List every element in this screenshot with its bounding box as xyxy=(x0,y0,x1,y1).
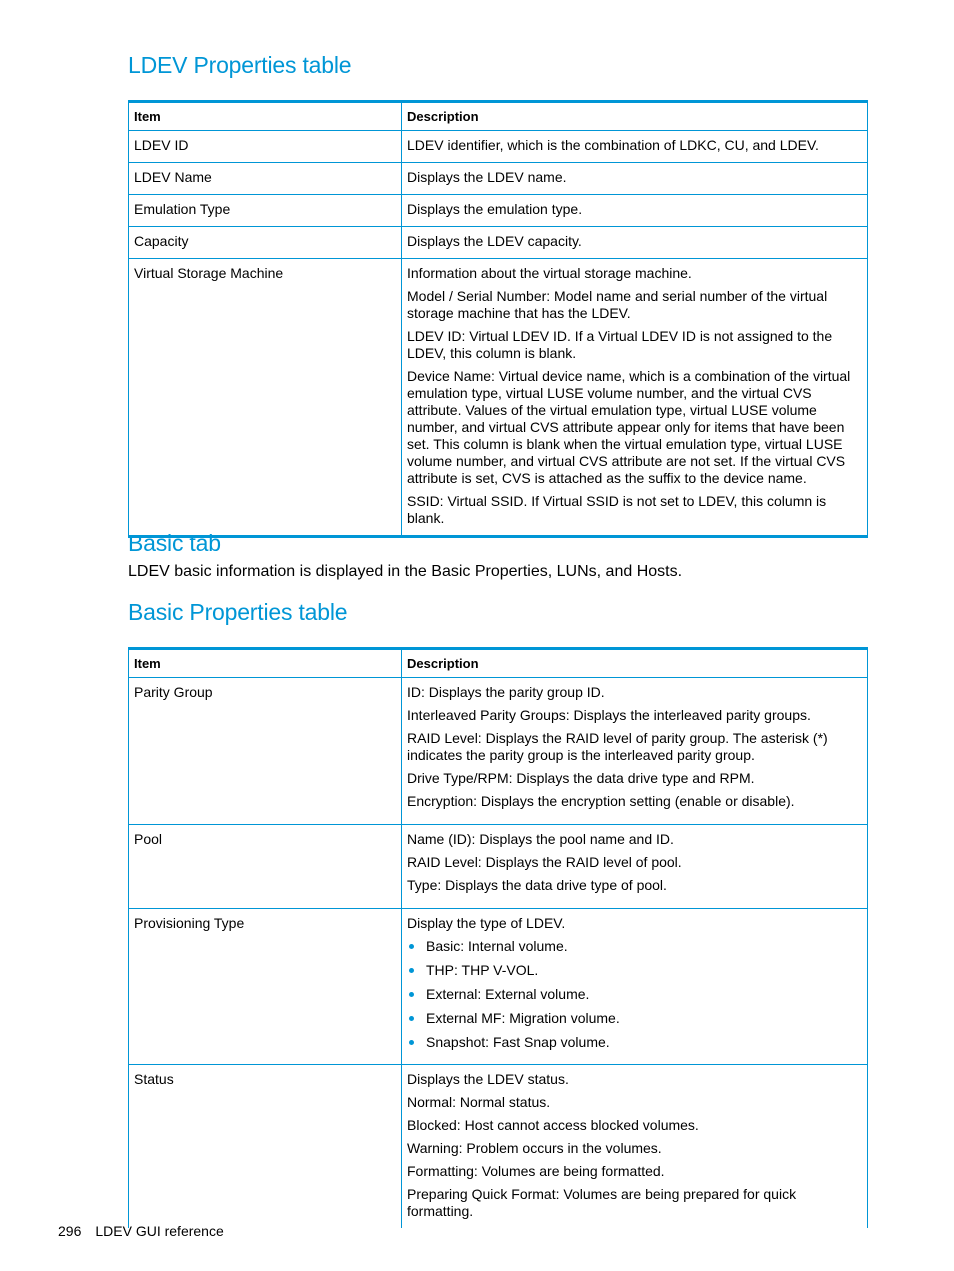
table-row xyxy=(129,227,868,259)
item-cell: Capacity xyxy=(129,227,402,259)
description-cell xyxy=(402,131,868,163)
section-heading-basic-properties: Basic Properties table xyxy=(128,599,348,625)
bullet-icon xyxy=(409,992,414,997)
table-row xyxy=(129,825,868,909)
bullet-icon xyxy=(409,968,414,973)
description-text: Drive Type/RPM: Displays the data drive type and RPM. xyxy=(407,770,755,786)
column-header-item: Item xyxy=(129,102,402,131)
page-number: 296 xyxy=(58,1223,82,1239)
description-text: Encryption: Displays the encryption setting (enable or disable). xyxy=(407,793,795,809)
table-row xyxy=(129,678,868,825)
description-text: RAID Level: Displays the RAID level of pool. xyxy=(407,854,682,870)
item-cell: Provisioning Type xyxy=(129,909,402,1065)
description-text: Information about the virtual storage machine. xyxy=(407,265,692,281)
bullet-icon xyxy=(409,944,414,949)
basic-properties-table xyxy=(128,647,868,1228)
description-cell xyxy=(402,195,868,227)
description-text: Preparing Quick Format: Volumes are being prepared for quick formatting. xyxy=(407,1186,797,1219)
section-heading-basic-tab: Basic tab xyxy=(128,530,221,556)
description-text: SSID: Virtual SSID. If Virtual SSID is not set to LDEV, this column is blank. xyxy=(407,493,827,526)
description-text: LDEV identifier, which is the combination of LDKC, CU, and LDEV. xyxy=(407,137,819,153)
list-item xyxy=(407,1010,862,1027)
table-row xyxy=(129,163,868,195)
chapter-title: LDEV GUI reference xyxy=(95,1223,224,1239)
description-cell xyxy=(402,825,868,909)
description-text: Display the type of LDEV. xyxy=(407,915,566,931)
table-row xyxy=(129,259,868,537)
table-row xyxy=(129,131,868,163)
description-text: Displays the LDEV name. xyxy=(407,169,567,185)
list-item xyxy=(407,938,862,955)
bullet-icon xyxy=(409,1040,414,1045)
description-text: Device Name: Virtual device name, which is a combination of the virtual emulation type, virtual LUSE volume number, and the virtual CVS attribute. Values of the virtual emulation type, virtual LUSE volume number, and virtual CVS attribute appear only for items that have been set. This column is blank when the virtual emulation type, virtual LUSE volume number, and virtual CVS attribute are not set. If the virtual CVS attribute is set, CVS is attached as the suffix to the device name. xyxy=(407,368,851,486)
page-footer xyxy=(58,1223,238,1239)
list-item xyxy=(407,1034,862,1051)
description-text: Interleaved Parity Groups: Displays the interleaved parity groups. xyxy=(407,707,811,723)
provisioning-type-list xyxy=(407,938,862,1051)
description-text: Name (ID): Displays the pool name and ID. xyxy=(407,831,674,847)
table-row xyxy=(129,195,868,227)
description-text: ID: Displays the parity group ID. xyxy=(407,684,605,700)
item-cell: Pool xyxy=(129,825,402,909)
table-row xyxy=(129,909,868,1065)
basic-tab-intro-text: LDEV basic information is displayed in the Basic Properties, LUNs, and Hosts. xyxy=(128,563,683,580)
description-text: Formatting: Volumes are being formatted. xyxy=(407,1163,665,1179)
column-header-description: Description xyxy=(402,102,868,131)
item-cell: Status xyxy=(129,1065,402,1229)
description-text: Blocked: Host cannot access blocked volumes. xyxy=(407,1117,699,1133)
list-item-text: Basic: Internal volume. xyxy=(426,938,568,954)
item-cell: Parity Group xyxy=(129,678,402,825)
column-header-description: Description xyxy=(402,649,868,678)
column-header-item: Item xyxy=(129,649,402,678)
description-cell xyxy=(402,1065,868,1229)
description-text: Displays the emulation type. xyxy=(407,201,583,217)
item-cell: LDEV Name xyxy=(129,163,402,195)
description-cell xyxy=(402,909,868,1065)
description-text: Type: Displays the data drive type of pool. xyxy=(407,877,667,893)
item-cell: Virtual Storage Machine xyxy=(129,259,402,537)
description-text: Displays the LDEV status. xyxy=(407,1071,569,1087)
list-item-text: External MF: Migration volume. xyxy=(426,1010,620,1026)
description-text: Warning: Problem occurs in the volumes. xyxy=(407,1140,662,1156)
description-cell xyxy=(402,227,868,259)
section-heading-ldev-properties: LDEV Properties table xyxy=(128,52,352,78)
description-cell xyxy=(402,259,868,537)
table-header-row xyxy=(129,102,868,131)
list-item-text: THP: THP V-VOL. xyxy=(426,962,539,978)
ldev-properties-table xyxy=(128,100,868,538)
list-item-text: External: External volume. xyxy=(426,986,590,1002)
bullet-icon xyxy=(409,1016,414,1021)
list-item-text: Snapshot: Fast Snap volume. xyxy=(426,1034,610,1050)
table-header-row xyxy=(129,649,868,678)
description-text: LDEV ID: Virtual LDEV ID. If a Virtual LDEV ID is not assigned to the LDEV, this column is blank. xyxy=(407,328,833,361)
item-cell: Emulation Type xyxy=(129,195,402,227)
description-text: Displays the LDEV capacity. xyxy=(407,233,582,249)
table-row xyxy=(129,1065,868,1229)
item-cell: LDEV ID xyxy=(129,131,402,163)
description-text: RAID Level: Displays the RAID level of parity group. The asterisk (*) indicates the parity group is the interleaved parity group. xyxy=(407,730,828,763)
description-text: Model / Serial Number: Model name and serial number of the virtual storage machine that has the LDEV. xyxy=(407,288,828,321)
list-item xyxy=(407,962,862,979)
description-text: Normal: Normal status. xyxy=(407,1094,551,1110)
list-item xyxy=(407,986,862,1003)
description-cell xyxy=(402,678,868,825)
description-cell xyxy=(402,163,868,195)
